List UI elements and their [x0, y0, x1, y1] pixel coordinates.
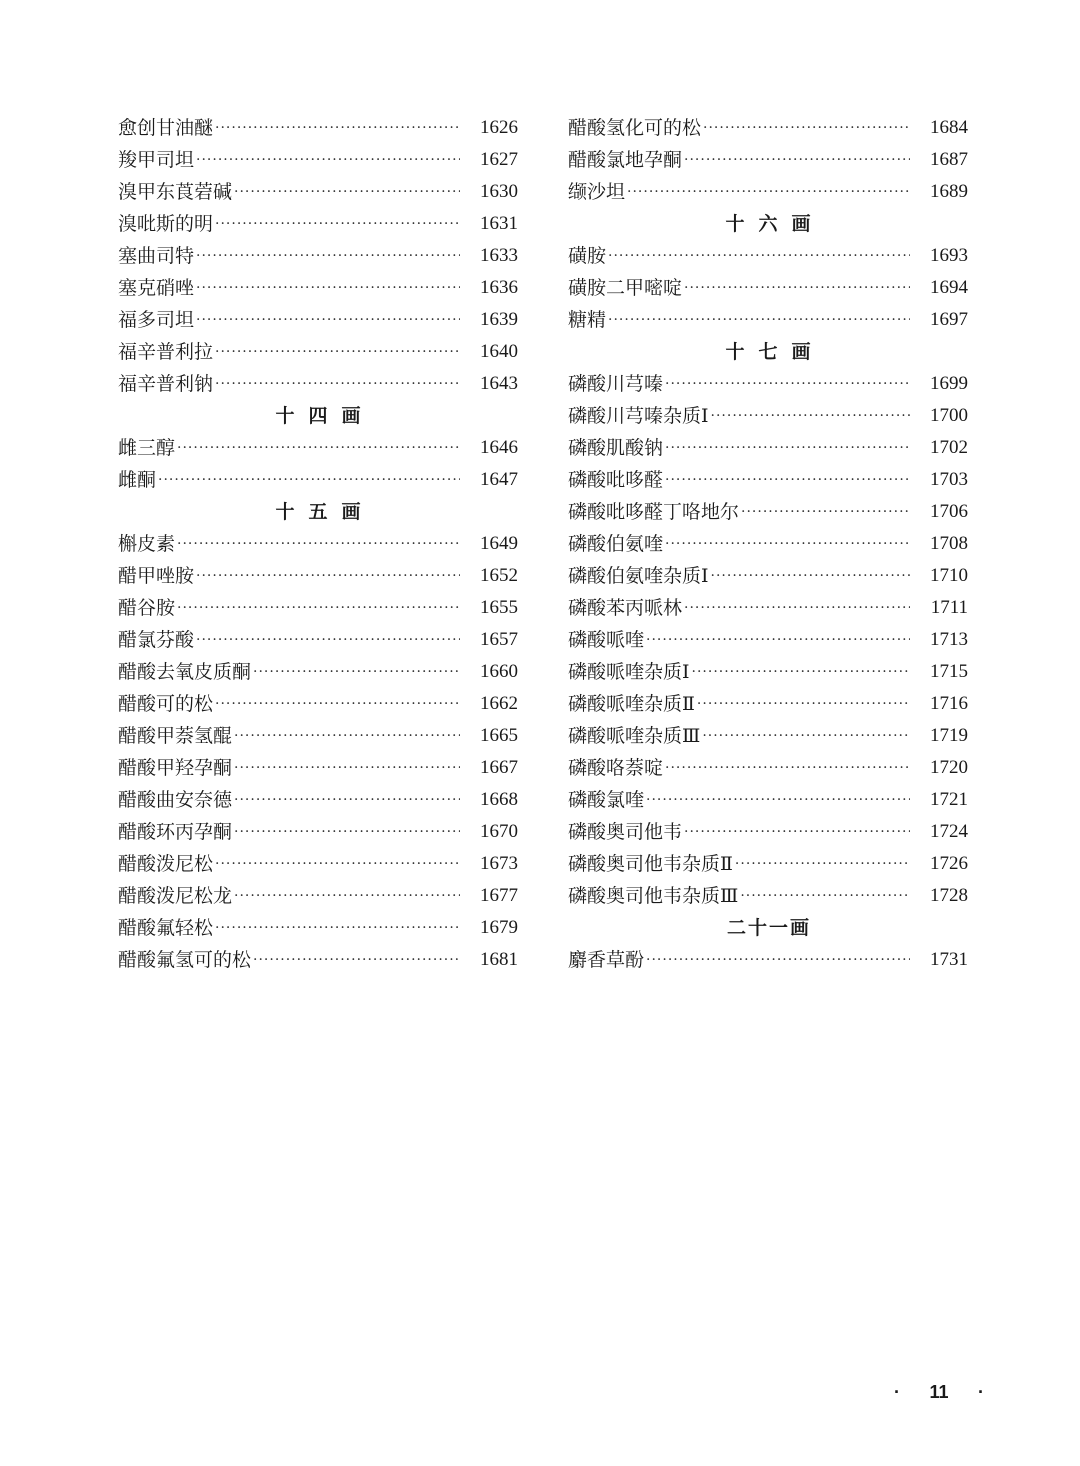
index-entry[interactable]: [118, 624, 518, 656]
entry-page-number: 1677: [480, 885, 518, 906]
entry-name: 醋酸甲羟孕酮: [118, 757, 233, 779]
footer-dot-left: ·: [894, 1382, 900, 1402]
entry-name: 福多司坦: [118, 309, 195, 331]
dot-leader: [665, 368, 910, 400]
dot-leader: [196, 624, 460, 656]
index-entry[interactable]: [118, 944, 518, 976]
entry-name: 醋氯芬酸: [118, 629, 195, 651]
entry-name: 醋酸氟轻松: [118, 917, 214, 939]
index-entry[interactable]: [568, 144, 968, 176]
dot-leader: [608, 240, 910, 272]
entry-page-number: 1694: [930, 277, 968, 298]
dot-leader: [215, 368, 460, 400]
dot-leader: [215, 112, 460, 144]
index-entry[interactable]: [568, 752, 968, 784]
entry-name: 磷酸咯萘啶: [568, 757, 664, 779]
index-entry[interactable]: [568, 880, 968, 912]
entry-page-number: 1693: [930, 245, 968, 266]
dot-leader: [684, 272, 910, 304]
index-entry[interactable]: [118, 912, 518, 944]
entry-page-number: 1631: [480, 213, 518, 234]
dot-leader: [234, 752, 460, 784]
index-entry[interactable]: [568, 560, 968, 592]
entry-page-number: 1673: [480, 853, 518, 874]
dot-leader: [234, 176, 460, 208]
dot-leader: [684, 592, 910, 624]
dot-leader: [627, 176, 910, 208]
index-entry[interactable]: [568, 304, 968, 336]
page-number: 11: [929, 1382, 949, 1402]
entry-page-number: 1720: [930, 757, 968, 778]
index-entry[interactable]: [118, 432, 518, 464]
index-entry[interactable]: [118, 848, 518, 880]
index-entry[interactable]: [568, 656, 968, 688]
entry-page-number: 1647: [480, 469, 518, 490]
index-entry[interactable]: [118, 368, 518, 400]
index-entry[interactable]: [118, 784, 518, 816]
entry-name: 醋酸去氧皮质酮: [118, 661, 252, 683]
entry-page-number: 1646: [480, 437, 518, 458]
index-entry[interactable]: [568, 432, 968, 464]
entry-name: 磷酸氯喹: [568, 789, 645, 811]
index-entry[interactable]: [568, 944, 968, 976]
dot-leader: [684, 144, 910, 176]
entry-page-number: 1697: [930, 309, 968, 330]
stroke-count-heading: 十四画: [275, 405, 375, 427]
entry-page-number: 1716: [930, 693, 968, 714]
entry-page-number: 1687: [930, 149, 968, 170]
dot-leader: [253, 656, 460, 688]
entry-name: 糖精: [568, 309, 607, 331]
entry-page-number: 1660: [480, 661, 518, 682]
entry-name: 溴甲东莨菪碱: [118, 181, 233, 203]
entry-page-number: 1679: [480, 917, 518, 938]
index-entry[interactable]: [118, 208, 518, 240]
entry-page-number: 1713: [930, 629, 968, 650]
dot-leader: [196, 272, 460, 304]
dot-leader: [253, 944, 460, 976]
dot-leader: [711, 560, 910, 592]
index-entry[interactable]: [568, 848, 968, 880]
entry-name: 雌酮: [118, 469, 157, 491]
page-footer: [894, 1378, 984, 1406]
entry-page-number: 1633: [480, 245, 518, 266]
footer-dot-right: ·: [978, 1382, 984, 1402]
entry-name: 磷酸奥司他韦杂质Ⅱ: [568, 853, 733, 875]
dot-leader: [177, 592, 460, 624]
entry-name: 麝香草酚: [568, 949, 645, 971]
entry-name: 福辛普利钠: [118, 373, 214, 395]
dot-leader: [177, 432, 460, 464]
dot-leader: [196, 144, 460, 176]
entry-name: 塞曲司特: [118, 245, 195, 267]
index-entry[interactable]: [568, 240, 968, 272]
entry-page-number: 1657: [480, 629, 518, 650]
entry-page-number: 1639: [480, 309, 518, 330]
dot-leader: [665, 432, 910, 464]
entry-page-number: 1715: [930, 661, 968, 682]
dot-leader: [740, 880, 910, 912]
index-entry[interactable]: [118, 272, 518, 304]
entry-page-number: 1689: [930, 181, 968, 202]
dot-leader: [741, 496, 910, 528]
entry-page-number: 1667: [480, 757, 518, 778]
entry-name: 磺胺: [568, 245, 607, 267]
entry-name: 塞克硝唑: [118, 277, 195, 299]
entry-name: 磷酸肌酸钠: [568, 437, 664, 459]
index-entry[interactable]: [568, 624, 968, 656]
entry-page-number: 1711: [930, 597, 968, 618]
index-entry[interactable]: [118, 720, 518, 752]
index-entry[interactable]: [118, 688, 518, 720]
dot-leader: [735, 848, 910, 880]
dot-leader: [196, 240, 460, 272]
stroke-count-heading: 十七画: [725, 341, 825, 363]
entry-name: 羧甲司坦: [118, 149, 195, 171]
index-entry[interactable]: [568, 272, 968, 304]
entry-name: 磷酸奥司他韦杂质Ⅲ: [568, 885, 739, 907]
dot-leader: [215, 208, 460, 240]
dot-leader: [703, 112, 910, 144]
entry-name: 磷酸伯氨喹杂质Ⅰ: [568, 565, 709, 587]
entry-page-number: 1703: [930, 469, 968, 490]
index-entry[interactable]: [118, 176, 518, 208]
entry-name: 醋酸泼尼松: [118, 853, 214, 875]
entry-page-number: 1706: [930, 501, 968, 522]
entry-name: 醋酸曲安奈德: [118, 789, 233, 811]
entry-name: 醋谷胺: [118, 597, 176, 619]
dot-leader: [697, 688, 910, 720]
index-entry[interactable]: [568, 400, 968, 432]
index-entry[interactable]: [118, 656, 518, 688]
entry-name: 磷酸川芎嗪: [568, 373, 664, 395]
entry-page-number: 1655: [480, 597, 518, 618]
entry-name: 醋酸氢化可的松: [568, 117, 702, 139]
dot-leader: [196, 304, 460, 336]
entry-page-number: 1702: [930, 437, 968, 458]
entry-name: 磷酸川芎嗪杂质Ⅰ: [568, 405, 709, 427]
entry-page-number: 1627: [480, 149, 518, 170]
entry-page-number: 1700: [930, 405, 968, 426]
dot-leader: [684, 816, 910, 848]
entry-page-number: 1643: [480, 373, 518, 394]
dot-leader: [215, 336, 460, 368]
entry-page-number: 1684: [930, 117, 968, 138]
entry-name: 愈创甘油醚: [118, 117, 214, 139]
index-entry[interactable]: [118, 816, 518, 848]
entry-page-number: 1710: [930, 565, 968, 586]
entry-page-number: 1662: [480, 693, 518, 714]
dot-leader: [234, 720, 460, 752]
index-entry[interactable]: [568, 112, 968, 144]
entry-name: 醋酸可的松: [118, 693, 214, 715]
entry-name: 溴吡斯的明: [118, 213, 214, 235]
entry-page-number: 1699: [930, 373, 968, 394]
index-entry[interactable]: [568, 496, 968, 528]
index-entry[interactable]: [568, 368, 968, 400]
entry-page-number: 1719: [930, 725, 968, 746]
entry-name: 醋酸甲萘氢醌: [118, 725, 233, 747]
entry-name: 醋甲唑胺: [118, 565, 195, 587]
index-entry[interactable]: [118, 336, 518, 368]
dot-leader: [692, 656, 910, 688]
entry-page-number: 1640: [480, 341, 518, 362]
index-column-left: [118, 112, 518, 976]
index-entry[interactable]: [118, 560, 518, 592]
index-entry[interactable]: [568, 720, 968, 752]
entry-page-number: 1721: [930, 789, 968, 810]
index-entry[interactable]: [568, 784, 968, 816]
entry-page-number: 1630: [480, 181, 518, 202]
dot-leader: [711, 400, 910, 432]
entry-page-number: 1708: [930, 533, 968, 554]
entry-page-number: 1665: [480, 725, 518, 746]
entry-name: 磷酸奥司他韦: [568, 821, 683, 843]
index-entry[interactable]: [568, 688, 968, 720]
index-entry[interactable]: [118, 112, 518, 144]
index-entry[interactable]: [568, 464, 968, 496]
entry-name: 醋酸泼尼松龙: [118, 885, 233, 907]
entry-name: 雌三醇: [118, 437, 176, 459]
dot-leader: [646, 784, 910, 816]
entry-name: 醋酸环丙孕酮: [118, 821, 233, 843]
dot-leader: [665, 528, 910, 560]
dot-leader: [234, 816, 460, 848]
entry-name: 磷酸哌喹杂质Ⅰ: [568, 661, 690, 683]
dot-leader: [234, 880, 460, 912]
entry-page-number: 1670: [480, 821, 518, 842]
index-entry[interactable]: [118, 880, 518, 912]
index-entry[interactable]: [118, 240, 518, 272]
entry-name: 福辛普利拉: [118, 341, 214, 363]
stroke-count-heading: 二十一画: [726, 917, 811, 939]
dot-leader: [177, 528, 460, 560]
dot-leader: [665, 752, 910, 784]
index-entry[interactable]: [118, 528, 518, 560]
dot-leader: [215, 848, 460, 880]
entry-name: 磷酸哌喹杂质Ⅲ: [568, 725, 701, 747]
dot-leader: [215, 688, 460, 720]
index-column-right: [568, 112, 968, 976]
entry-page-number: 1681: [480, 949, 518, 970]
entry-name: 醋酸氟氢可的松: [118, 949, 252, 971]
entry-name: 槲皮素: [118, 533, 176, 555]
entry-name: 磷酸哌喹杂质Ⅱ: [568, 693, 695, 715]
entry-page-number: 1726: [930, 853, 968, 874]
stroke-count-heading: 十五画: [275, 501, 375, 523]
dot-leader: [234, 784, 460, 816]
entry-page-number: 1724: [930, 821, 968, 842]
entry-name: 缬沙坦: [568, 181, 626, 203]
dot-leader: [665, 464, 910, 496]
index-entry[interactable]: [118, 144, 518, 176]
entry-page-number: 1636: [480, 277, 518, 298]
dot-leader: [215, 912, 460, 944]
entry-page-number: 1728: [930, 885, 968, 906]
entry-name: 磷酸吡哆醛丁咯地尔: [568, 501, 740, 523]
entry-name: 醋酸氯地孕酮: [568, 149, 683, 171]
entry-page-number: 1668: [480, 789, 518, 810]
entry-name: 磷酸伯氨喹: [568, 533, 664, 555]
dot-leader: [158, 464, 460, 496]
index-entry[interactable]: [568, 816, 968, 848]
dot-leader: [702, 720, 910, 752]
dot-leader: [646, 944, 910, 976]
entry-name: 磷酸哌喹: [568, 629, 645, 651]
index-entry[interactable]: [118, 592, 518, 624]
entry-name: 磷酸吡哆醛: [568, 469, 664, 491]
entry-page-number: 1626: [480, 117, 518, 138]
dot-leader: [646, 624, 910, 656]
index-entry[interactable]: [118, 464, 518, 496]
index-entry[interactable]: [568, 592, 968, 624]
entry-name: 磷酸苯丙哌林: [568, 597, 683, 619]
index-entry[interactable]: [568, 176, 968, 208]
dot-leader: [608, 304, 910, 336]
stroke-count-heading: 十六画: [725, 213, 825, 235]
index-entry[interactable]: [568, 528, 968, 560]
dot-leader: [196, 560, 460, 592]
entry-page-number: 1649: [480, 533, 518, 554]
index-entry[interactable]: [118, 304, 518, 336]
entry-page-number: 1652: [480, 565, 518, 586]
index-entry[interactable]: [118, 752, 518, 784]
entry-page-number: 1731: [930, 949, 968, 970]
entry-name: 磺胺二甲嘧啶: [568, 277, 683, 299]
